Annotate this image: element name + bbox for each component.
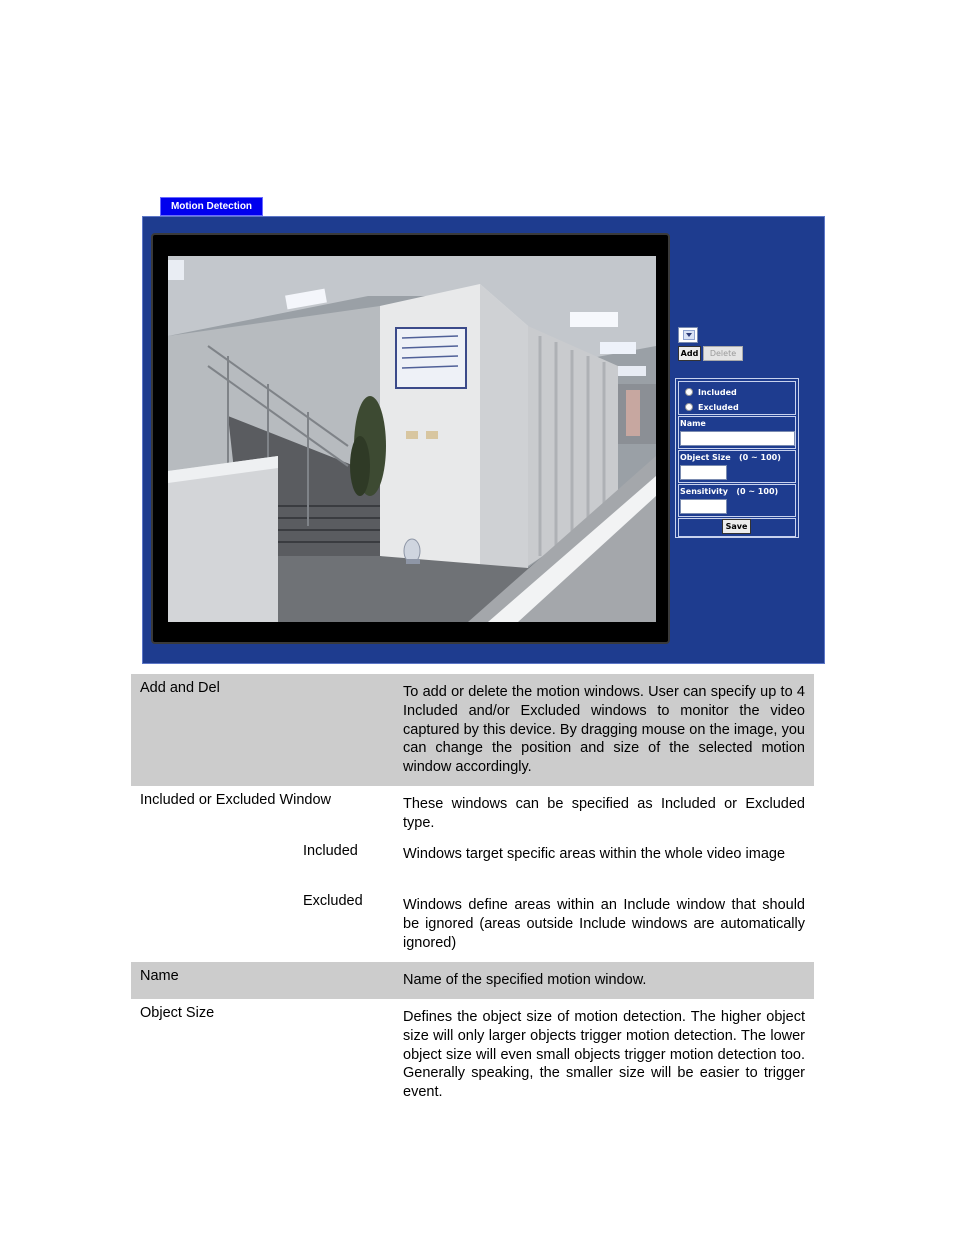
term-name: Name — [140, 968, 179, 984]
included-radio[interactable] — [685, 388, 693, 396]
motion-window-select[interactable] — [678, 327, 698, 343]
object-size-group — [678, 450, 796, 483]
chevron-down-icon[interactable] — [683, 330, 695, 340]
sensitivity-label: Sensitivity — [680, 487, 728, 496]
desc-included-or-excluded: These windows can be specified as Included or Excluded type. — [403, 796, 805, 831]
sensitivity-group — [678, 484, 796, 517]
sensitivity-input[interactable] — [680, 499, 727, 514]
object-size-label: Object Size — [680, 453, 731, 462]
name-label: Name — [680, 419, 706, 428]
add-button[interactable]: Add — [678, 346, 701, 361]
object-size-range: (0 ~ 100) — [739, 453, 781, 462]
camera-video-image[interactable] — [168, 256, 656, 622]
term-included-or-excluded: Included or Excluded Window — [140, 792, 332, 808]
sensitivity-range: (0 ~ 100) — [736, 487, 779, 496]
excluded-radio[interactable] — [685, 403, 693, 411]
save-button[interactable]: Save — [722, 519, 751, 534]
term-object-size: Object Size — [140, 1005, 215, 1021]
excluded-label: Excluded — [698, 403, 739, 412]
name-group — [678, 416, 796, 449]
name-input[interactable] — [680, 431, 795, 446]
desc-excluded: Windows define areas within an Include window that should be ignored (areas outside Include windows are automatically ignored) — [403, 897, 805, 951]
term-add-and-del: Add and Del — [140, 680, 220, 696]
tab-motion-detection[interactable]: Motion Detection — [160, 197, 263, 216]
included-label: Included — [698, 388, 737, 397]
motion-window-form — [675, 378, 799, 538]
term-included: Included — [303, 843, 358, 859]
desc-included: Windows target specific areas within the whole video image — [403, 846, 786, 862]
delete-button[interactable]: Delete — [703, 346, 743, 361]
desc-name: Name of the specified motion window. — [403, 972, 647, 988]
term-excluded: Excluded — [303, 893, 363, 909]
window-type-group — [678, 381, 796, 415]
desc-object-size: Defines the object size of motion detection. The higher object size will only larger objects trigger motion detection. The lower object size will even small objects trigger motion detection too. Generally speaking, the smaller size will be easier to trigger event. — [403, 1009, 805, 1101]
desc-add-and-del: To add or delete the motion windows. User can specify up to 4 Included and/or Excluded windows to monitor the video captured by this device. By dragging mouse on the image, you can change the position and size of the selected motion window accordingly. — [403, 684, 805, 776]
object-size-input[interactable] — [680, 465, 727, 480]
